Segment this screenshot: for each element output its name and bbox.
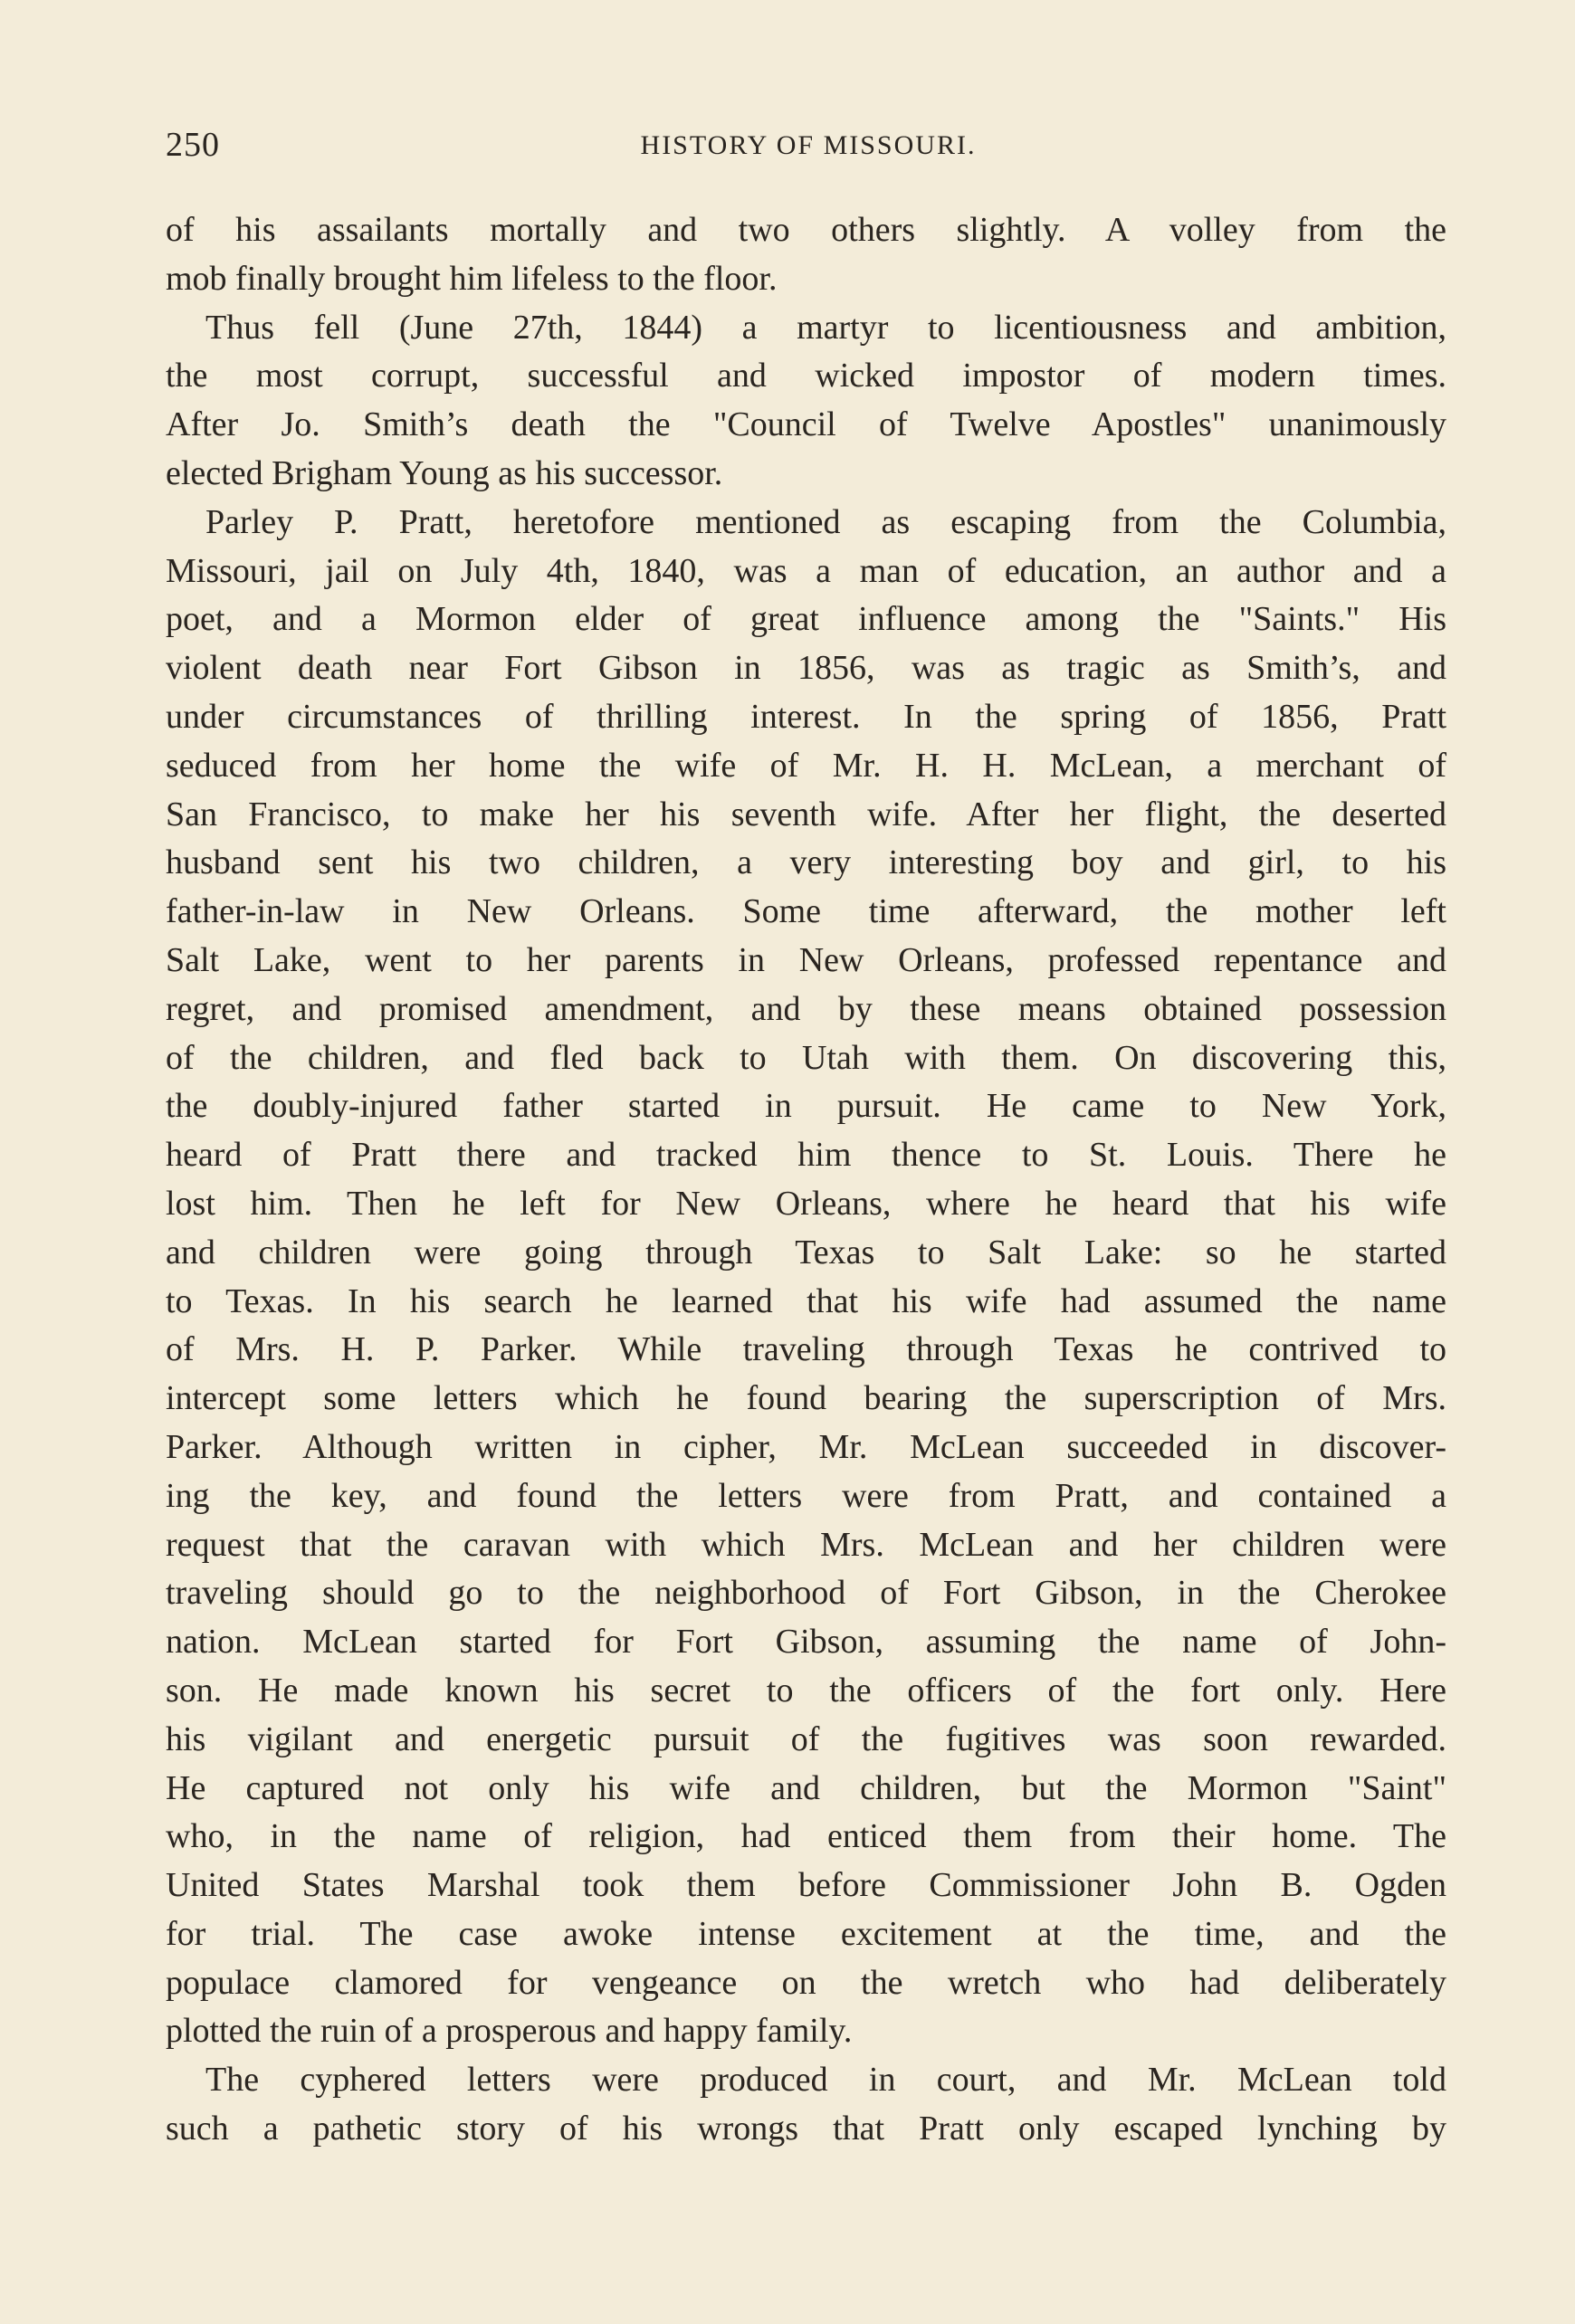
text-line: his vigilant and energetic pursuit of the fugitives was soon rewarded.	[166, 1719, 1446, 1758]
text-line: poet, and a Mormon elder of great influence among the "Saints." His	[166, 600, 1446, 639]
text-line: violent death near Fort Gibson in 1856, was as tragic as Smith’s, and	[166, 649, 1446, 688]
text-line: father-in-law in New Orleans. Some time afterward, the mother left	[166, 892, 1446, 931]
page-number: 250	[166, 126, 220, 164]
text-line: of Mrs. H. P. Parker. While traveling through Texas he contrived to	[166, 1330, 1446, 1369]
text-line: ing the key, and found the letters were from Pratt, and contained a	[166, 1476, 1446, 1515]
running-head: HISTORY OF MISSOURI.	[640, 130, 977, 160]
text-line: lost him. Then he left for New Orleans, where he heard that his wife	[166, 1184, 1446, 1223]
text-line: who, in the name of religion, had enticed them from their home. The	[166, 1817, 1446, 1856]
text-line: for trial. The case awoke intense excitement at the time, and the	[166, 1914, 1446, 1953]
text-line: plotted the ruin of a prosperous and happy family.	[166, 2012, 853, 2051]
text-line: United States Marshal took them before Commissioner John B. Ogden	[166, 1866, 1446, 1905]
text-line: traveling should go to the neighborhood of Fort Gibson, in the Cherokee	[166, 1574, 1446, 1613]
page-header	[166, 125, 1451, 179]
text-line: and children were going through Texas to Salt Lake: so he started	[166, 1233, 1446, 1272]
text-line: The cyphered letters were produced in court, and Mr. McLean told	[205, 2061, 1446, 2100]
text-line: Missouri, jail on July 4th, 1840, was a man of education, an author and a	[166, 551, 1446, 590]
text-line: of the children, and fled back to Utah with them. On discovering this,	[166, 1038, 1446, 1077]
body-text	[166, 206, 1446, 2234]
text-line: under circumstances of thrilling interest. In the spring of 1856, Pratt	[166, 697, 1446, 736]
text-line: elected Brigham Young as his successor.	[166, 453, 723, 492]
text-line: husband sent his two children, a very interesting boy and girl, to his	[166, 843, 1446, 882]
text-line: heard of Pratt there and tracked him thence to St. Louis. There he	[166, 1136, 1446, 1175]
text-line: of his assailants mortally and two others slightly. A volley from the	[166, 211, 1446, 249]
text-line: son. He made known his secret to the officers of the fort only. Here	[166, 1671, 1446, 1710]
text-line: seduced from her home the wife of Mr. H. H. McLean, a merchant of	[166, 746, 1446, 785]
text-line: Thus fell (June 27th, 1844) a martyr to licentiousness and ambition,	[205, 308, 1446, 347]
text-line: nation. McLean started for Fort Gibson, assuming the name of John-	[166, 1623, 1446, 1662]
text-line: Salt Lake, went to her parents in New Orleans, professed repentance and	[166, 940, 1446, 979]
text-line: request that the caravan with which Mrs. McLean and her children were	[166, 1525, 1446, 1564]
text-line: to Texas. In his search he learned that his wife had assumed the name	[166, 1281, 1446, 1320]
text-line: San Francisco, to make her his seventh wife. After her flight, the deserted	[166, 795, 1446, 833]
text-line: He captured not only his wife and children, but the Mormon "Saint"	[166, 1768, 1446, 1807]
text-line: the most corrupt, successful and wicked impostor of modern times.	[166, 357, 1446, 395]
text-line: Parker. Although written in cipher, Mr. McLean succeeded in discover-	[166, 1427, 1446, 1466]
text-line: Parley P. Pratt, heretofore mentioned as escaping from the Columbia,	[205, 502, 1446, 541]
text-line: regret, and promised amendment, and by these means obtained possession	[166, 989, 1446, 1028]
text-line: intercept some letters which he found bearing the superscription of Mrs.	[166, 1379, 1446, 1418]
text-line: populace clamored for vengeance on the wretch who had deliberately	[166, 1963, 1446, 2002]
text-line: such a pathetic story of his wrongs that Pratt only escaped lynching by	[166, 2110, 1446, 2148]
text-line: mob finally brought him lifeless to the floor.	[166, 259, 778, 298]
text-line: After Jo. Smith’s death the "Council of Twelve Apostles" unanimously	[166, 405, 1446, 444]
text-line: the doubly-injured father started in pursuit. He came to New York,	[166, 1087, 1446, 1126]
